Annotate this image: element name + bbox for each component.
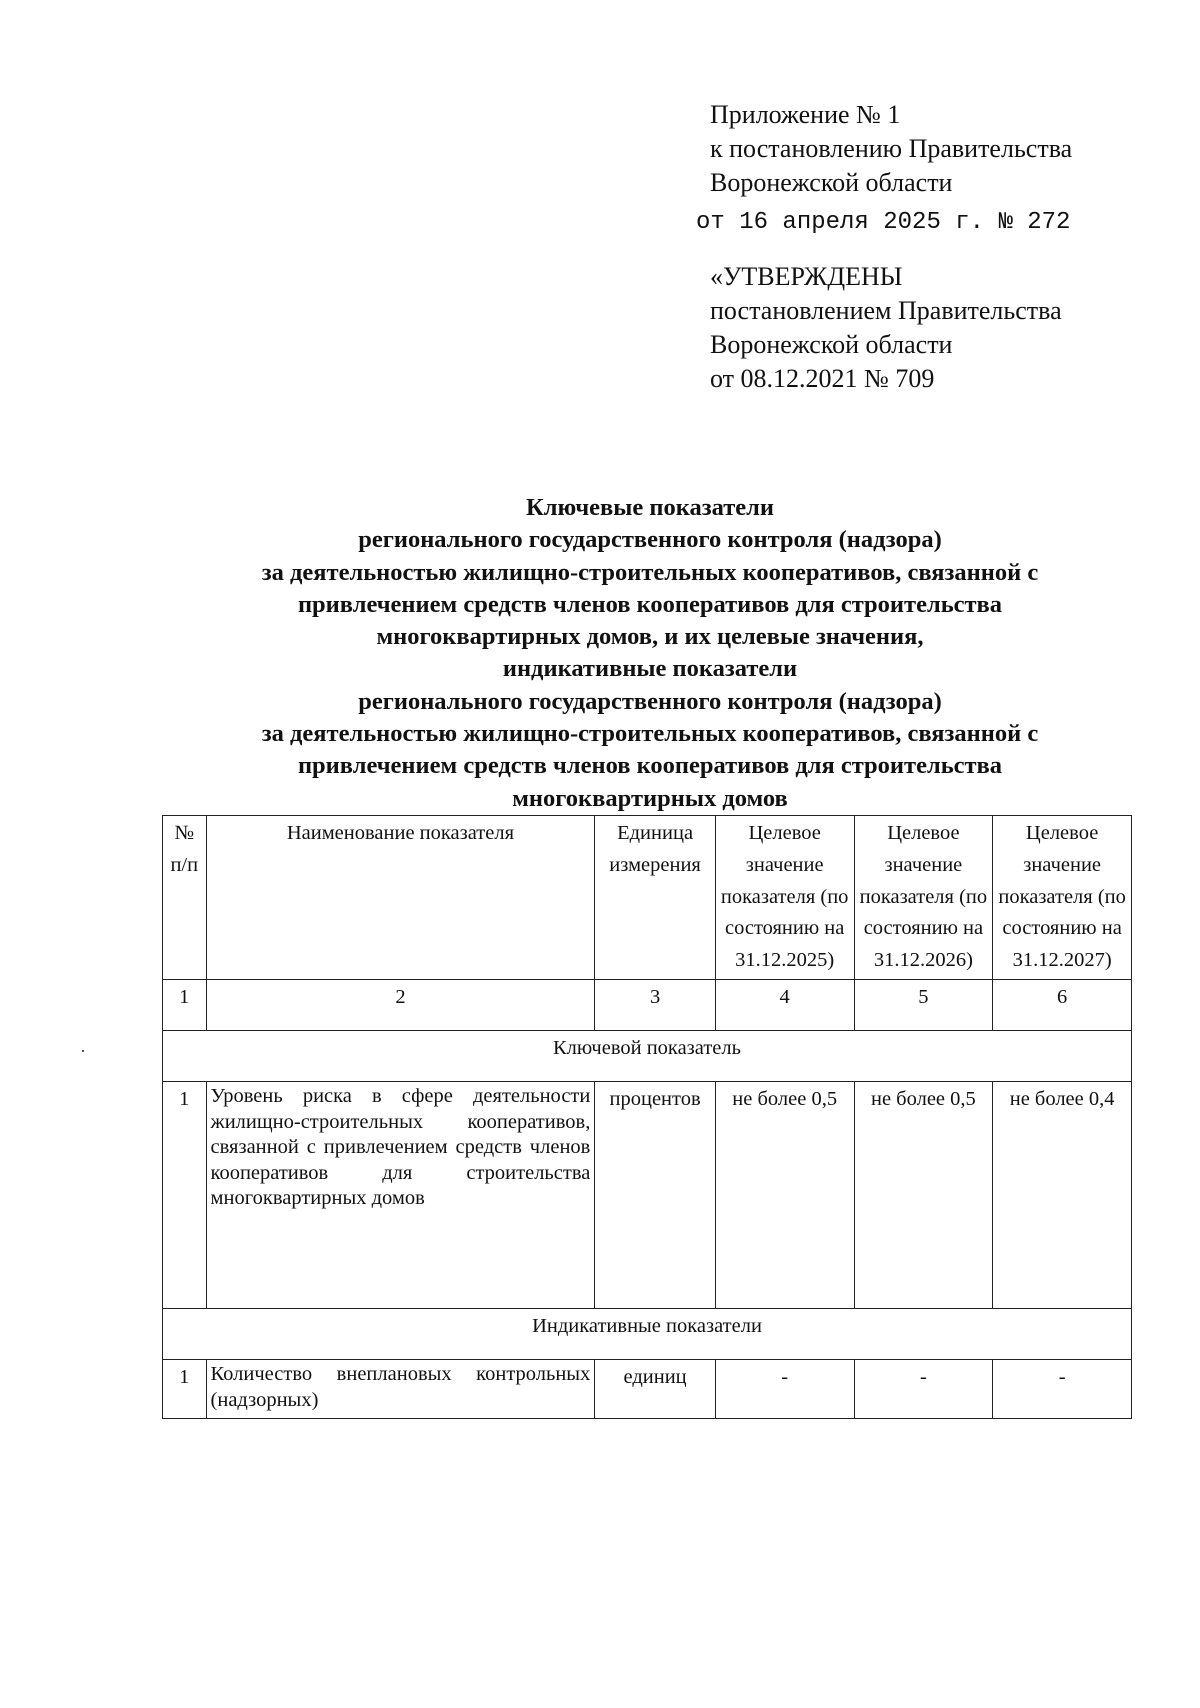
scan-dot	[82, 1050, 84, 1052]
approved-line: постановлением Правительства	[710, 296, 1062, 325]
title-line: многоквартирных домов	[512, 784, 788, 812]
indicators-table	[162, 815, 1132, 1419]
row-unit: единиц	[595, 1359, 715, 1418]
column-number: 6	[993, 979, 1132, 1030]
header-target-2025: Целевое значение показателя (по состоянию на 31.12.2025)	[715, 816, 854, 980]
title-line: регионального государственного контроля (надзора)	[358, 526, 942, 554]
header-name: Наименование показателя	[206, 816, 595, 980]
table-row	[163, 1359, 1132, 1418]
column-number: 5	[854, 979, 993, 1030]
header-unit: Единица измерения	[595, 816, 715, 980]
table-row	[163, 1081, 1132, 1308]
header-num: № п/п	[163, 816, 207, 980]
title-line: индикативные показатели	[502, 655, 798, 683]
header-target-2026: Целевое значение показателя (по состоянию на 31.12.2026)	[854, 816, 993, 980]
appendix-line: Воронежской области	[710, 168, 953, 197]
approved-line: от 08.12.2021 № 709	[710, 364, 935, 393]
column-number: 3	[595, 979, 715, 1030]
title-line: привлечением средств членов кооперативов для строительства	[297, 752, 1003, 780]
title-line: Ключевые показатели	[526, 494, 774, 521]
column-number-row	[163, 979, 1132, 1030]
title-line: многоквартирных домов, и их целевые значения,	[376, 623, 924, 651]
row-value-2027: -	[993, 1359, 1132, 1418]
row-value-2026: -	[854, 1359, 993, 1418]
approved-line: Воронежской области	[710, 330, 953, 359]
section-row-indicative	[163, 1308, 1132, 1359]
section-title-key: Ключевой показатель	[163, 1030, 1132, 1081]
title-line: за деятельностью жилищно-строительных кооперативов, связанной с	[261, 558, 1039, 586]
row-name: Уровень риска в сфере деятельности жилищно-строительных кооперативов, связанной с привлечением средств членов кооперативов для строительства многоквартирных домов	[206, 1081, 595, 1308]
title-line: регионального государственного контроля (надзора)	[358, 687, 942, 715]
row-name: Количество внеплановых контрольных (надзорных)	[206, 1359, 595, 1418]
title-line: привлечением средств членов кооперативов для строительства	[297, 590, 1003, 618]
appendix-line: Приложение № 1	[710, 100, 901, 129]
table-header-row	[163, 816, 1132, 980]
section-row-key	[163, 1030, 1132, 1081]
row-value-2027: не более 0,4	[993, 1081, 1132, 1308]
row-value-2025: -	[715, 1359, 854, 1418]
approved-line: «УТВЕРЖДЕНЫ	[710, 262, 903, 291]
appendix-line: к постановлению Правительства	[710, 134, 1073, 163]
column-number: 1	[163, 979, 207, 1030]
appendix-block	[696, 98, 1073, 396]
resolution-date-number: от 16 апреля 2025 г. № 272	[696, 209, 1071, 236]
header-target-2027: Целевое значение показателя (по состоянию на 31.12.2027)	[993, 816, 1132, 980]
row-num: 1	[163, 1359, 207, 1418]
row-value-2026: не более 0,5	[854, 1081, 993, 1308]
title-line: за деятельностью жилищно-строительных кооперативов, связанной с	[261, 720, 1039, 748]
column-number: 4	[715, 979, 854, 1030]
row-num: 1	[163, 1081, 207, 1308]
row-value-2025: не более 0,5	[715, 1081, 854, 1308]
column-number: 2	[206, 979, 595, 1030]
document-title	[170, 492, 1130, 815]
row-unit: процентов	[595, 1081, 715, 1308]
section-title-indicative: Индикативные показатели	[163, 1308, 1132, 1359]
